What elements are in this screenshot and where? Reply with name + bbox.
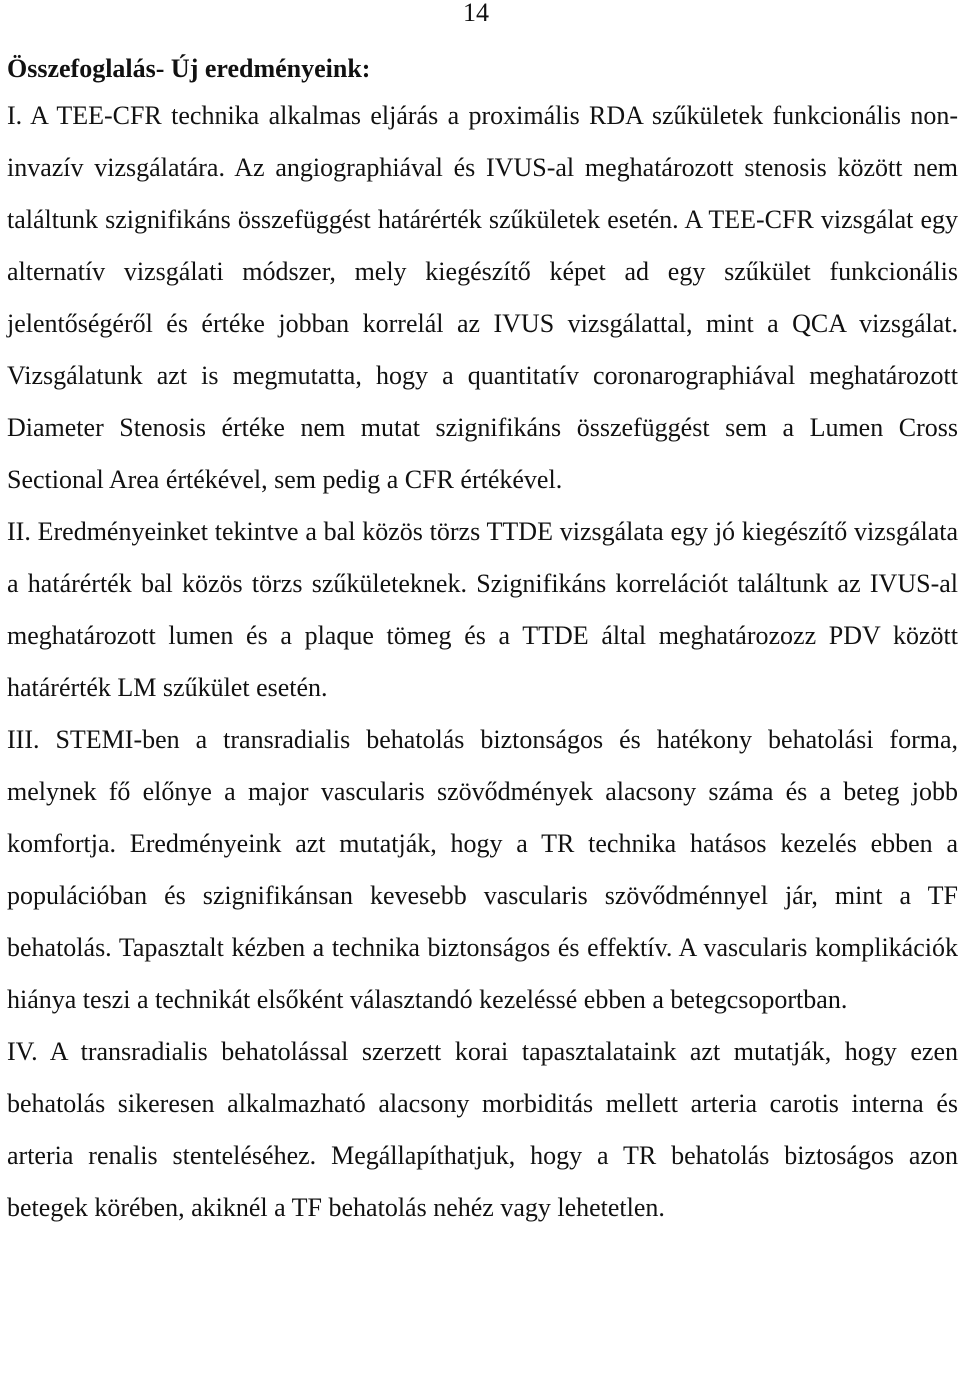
section-heading: Összefoglalás- Új eredményeink: [7, 54, 371, 83]
paragraph-4: IV. A transradialis behatolással szerzett korai tapasztalataink azt mutatják, hogy ezen behatolás sikeresen alkalmazható alacsony morbiditás mellett arteria carotis interna és arteria renalis stenteléséhez. Megállapíthatjuk, hogy a TR behatolás biztoságos azon betegek körében, akiknél a TF behatolás nehéz vagy lehetetlen. [7, 1037, 958, 1222]
paragraph-1: I. A TEE-CFR technika alkalmas eljárás a proximális RDA szűkületek funkcionális non-invazív vizsgálatára. Az angiographiával és IVUS-al meghatározott stenosis között nem találtunk szignifikáns összefüggést határérték szűkületek esetén. A TEE-CFR vizsgálat egy alternatív vizsgálati módszer, mely kiegészítő képet ad egy szűkület funkcionális jelentőségéről és értéke jobban korrelál az IVUS vizsgálattal, mint a QCA vizsgálat. Vizsgálatunk azt is megmutatta, hogy a quantitatív coronarographiával meghatározott Diameter Stenosis értéke nem mutat szignifikáns összefüggést sem a Lumen Cross Sectional Area értékével, sem pedig a CFR értékével. [7, 101, 958, 494]
paragraph-2: II. Eredményeinket tekintve a bal közös törzs TTDE vizsgálata egy jó kiegészítő vizsgálata a határérték bal közös törzs szűkületeknek. Szignifikáns korrelációt találtunk az IVUS-al meghatározott lumen és a plaque tömeg és a TTDE által meghatározozz PDV között határérték LM szűkület esetén. [7, 517, 958, 702]
document-body [7, 90, 958, 1234]
paragraph-3: III. STEMI-ben a transradialis behatolás biztonságos és hatékony behatolási forma, melynek fő előnye a major vascularis szövődmények alacsony száma és a beteg jobb komfortja. Eredményeink azt mutatják, hogy a TR technika hatásos kezelés ebben a populációban és szignifikánsan kevesebb vascularis szövődménnyel jár, mint a TF behatolás. Tapasztalt kézben a technika biztonságos és effektív. A vascularis komplikációk hiánya teszi a technikát elsőként választandó kezeléssé ebben a betegcsoportban. [7, 725, 958, 1014]
page-number: 14 [463, 0, 489, 27]
